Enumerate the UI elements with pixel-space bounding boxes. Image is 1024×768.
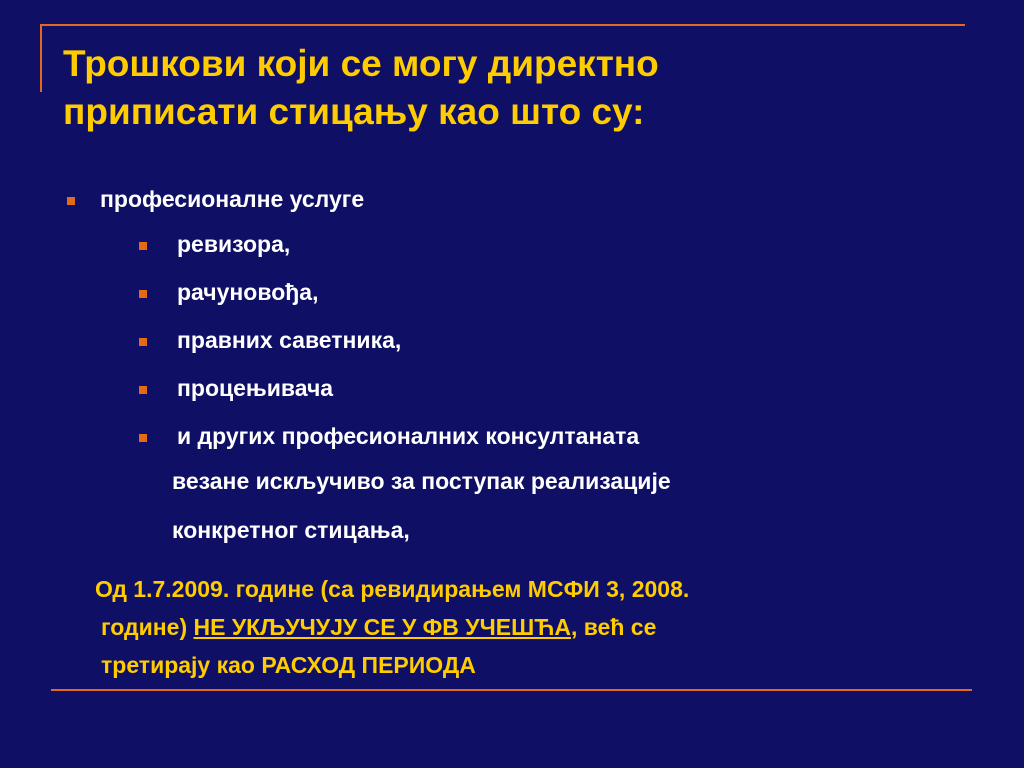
bullet-square-icon (139, 242, 147, 250)
slide-title (63, 40, 963, 136)
bullet-square-icon (139, 338, 147, 346)
note-line-2 (101, 608, 656, 646)
bullet-level2-item: ревизора, (177, 231, 291, 257)
note-line-2-suffix: , већ се (570, 614, 657, 640)
bullet-square-icon (139, 386, 147, 394)
bullet-level2-item: процењивача (177, 375, 334, 401)
top-rule (40, 24, 965, 26)
bullet-square-icon (139, 290, 147, 298)
note-line-2-prefix: године) (101, 614, 194, 640)
bullet-level2-item: правних саветника, (177, 327, 402, 353)
bullet-square-icon (67, 197, 75, 205)
title-line-1: Трошкови који се могу директно (63, 43, 659, 84)
bullet-level2-item: и других професионалних консултаната (177, 423, 640, 449)
bullet-level1: професионалне услуге (100, 186, 365, 212)
bullet-level2-item: рачуновођа, (177, 279, 319, 305)
bottom-rule (51, 689, 972, 691)
note-line-3: третирају као РАСХОД ПЕРИОДА (101, 652, 476, 678)
continuation-line: везане искључиво за поступак реализације (172, 468, 671, 494)
left-rule (40, 24, 42, 92)
note-underlined-text: НЕ УКЉУЧУЈУ СЕ У ФВ УЧЕШЋА (193, 614, 571, 640)
bullet-square-icon (139, 434, 147, 442)
title-line-2: приписати стицању као што су: (63, 91, 645, 132)
note-line-1: Од 1.7.2009. године (са ревидирањем МСФИ 3, 2008. (95, 576, 690, 602)
continuation-line: конкретног стицања, (172, 517, 410, 543)
